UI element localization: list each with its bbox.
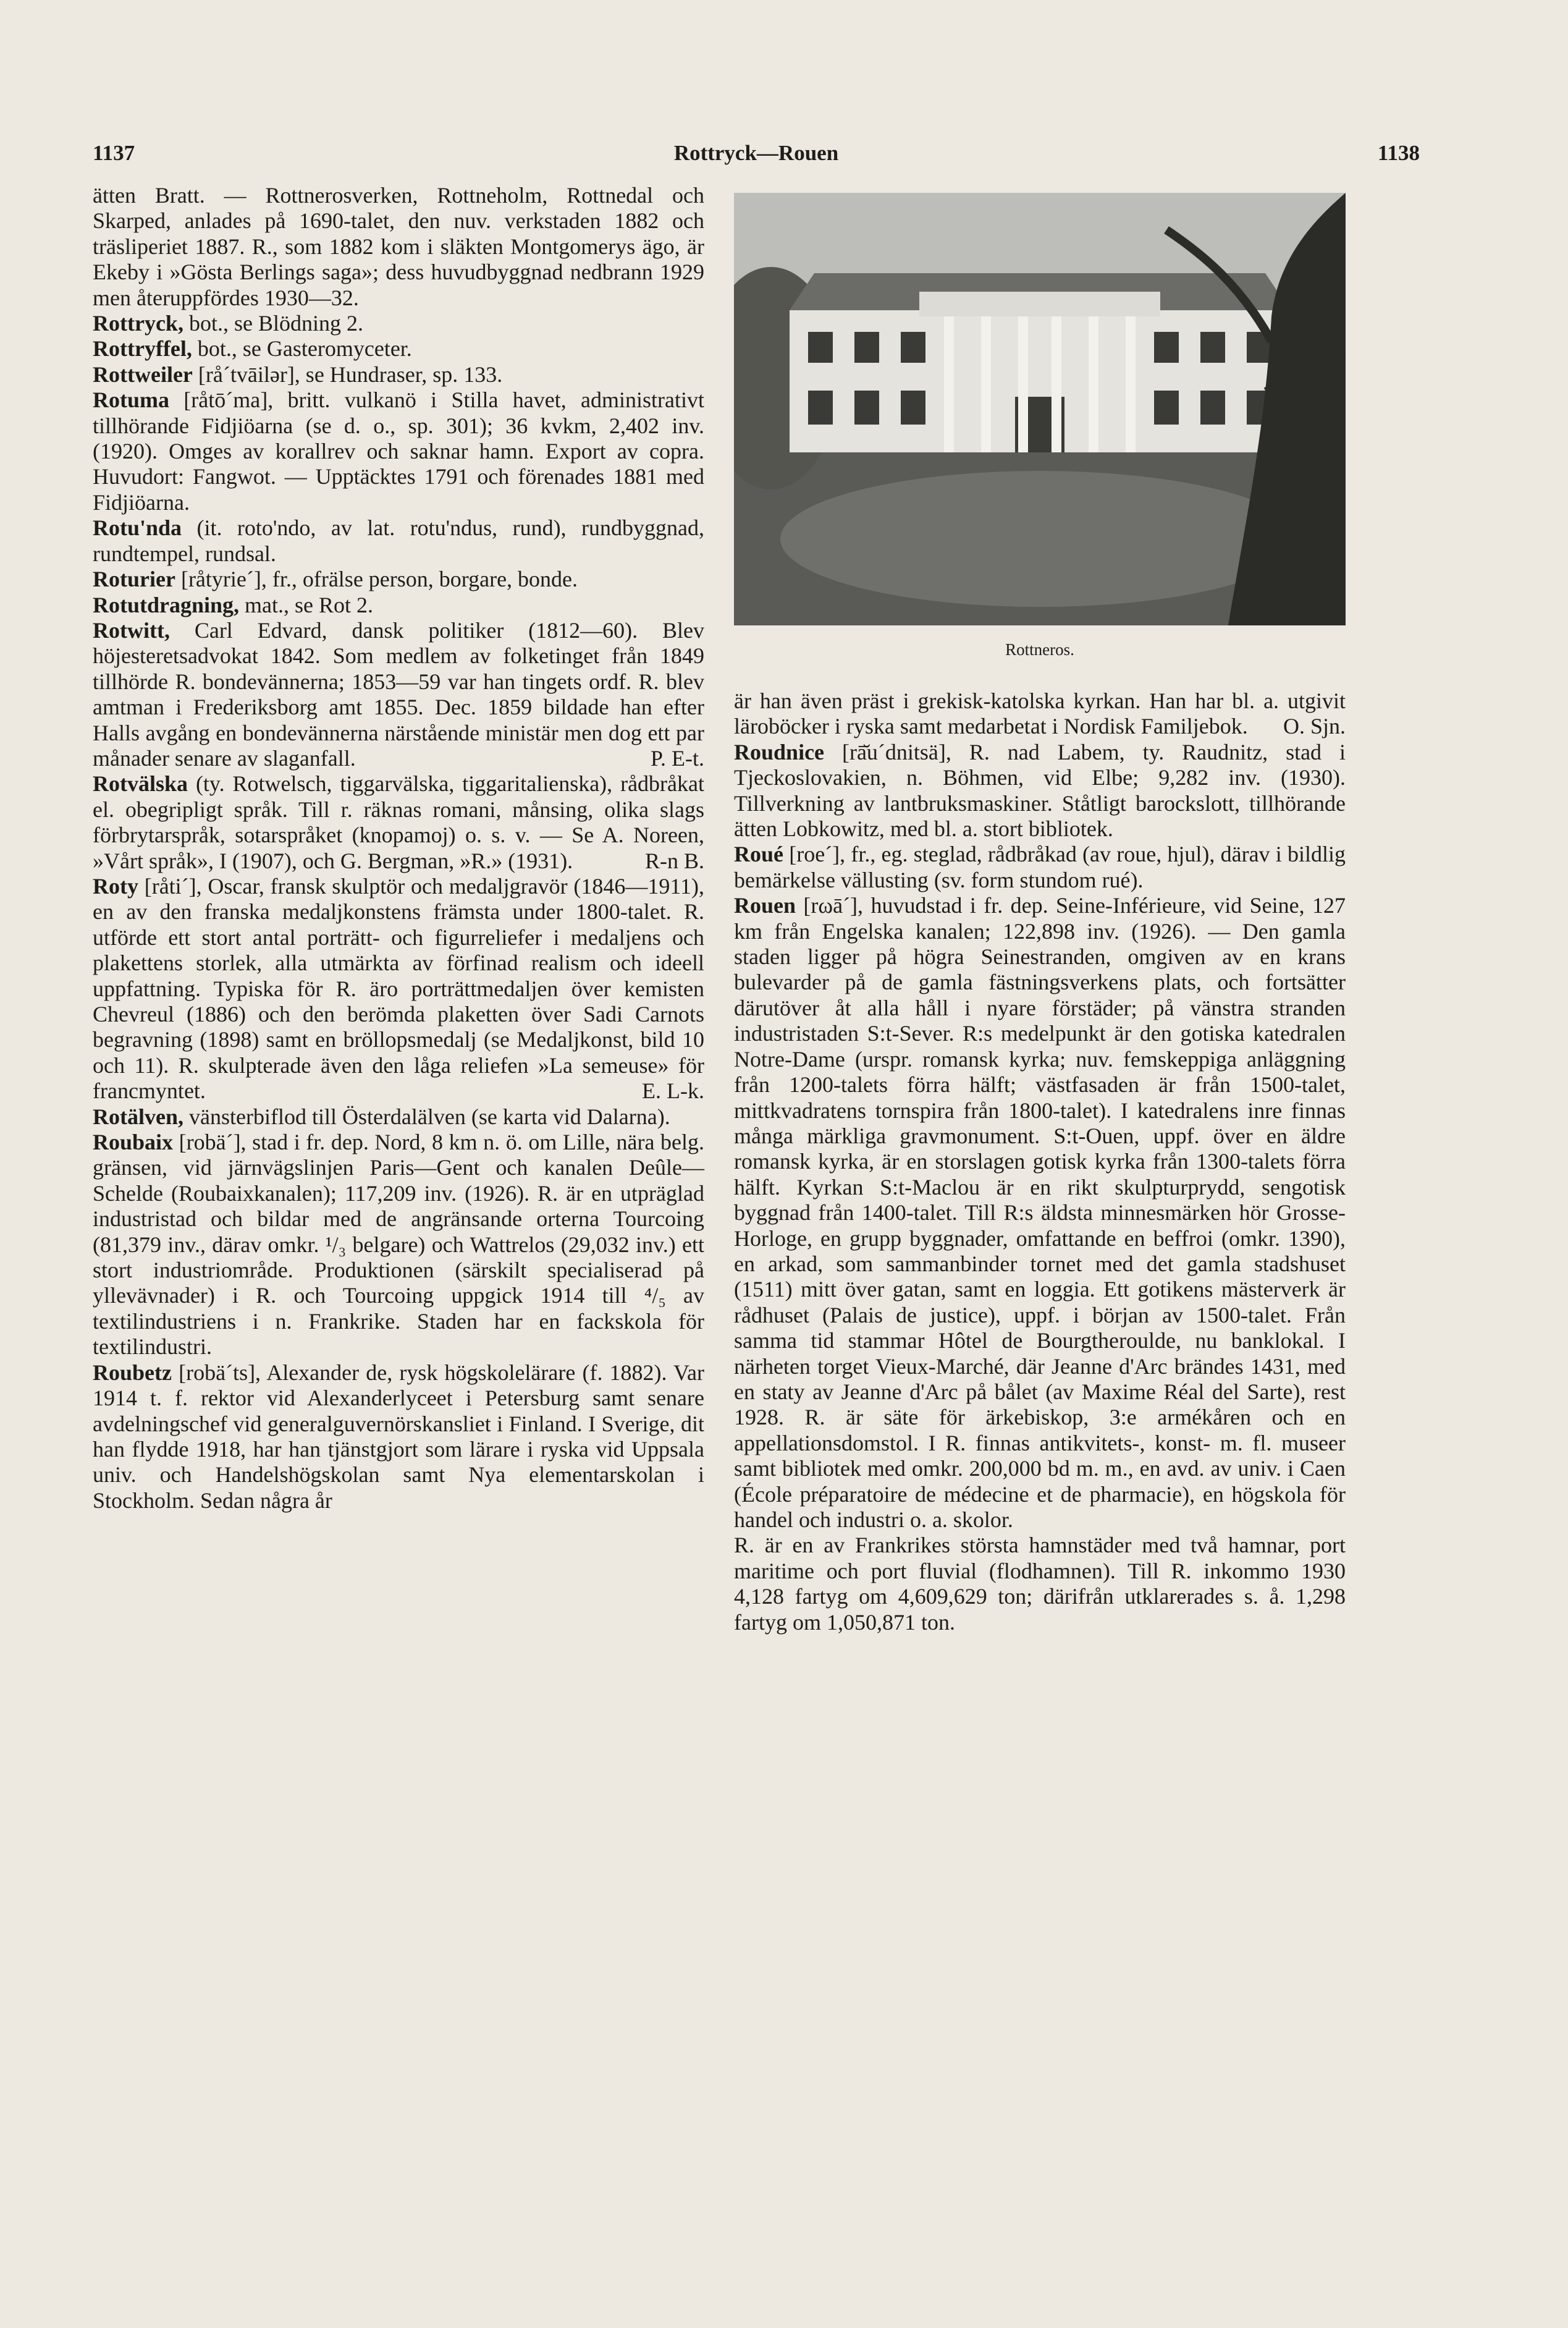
article-entry xyxy=(93,183,704,311)
entry-headword: Rotwitt, xyxy=(93,617,170,643)
article-entry xyxy=(734,893,1346,1533)
entry-text: vänsterbiflod till Österdalälven (se karta vid Dalarna). xyxy=(183,1104,670,1129)
entry-headword: Roty xyxy=(93,873,138,899)
author-signature: R-n B. xyxy=(644,848,704,873)
entry-text: [robä´], stad i fr. dep. Nord, 8 km n. ö. om Lille, nära belg. gränsen, vid järnvägslinjen Paris—Gent och kanalen Deûle—Schelde (Roubaixkanalen); 117,209 inv. (1926). R. är en utpräglad industristad och bildar med de angränsande orterna Tourcoing (81,379 inv., därav omkr. ¹/₃ belgare) och Wattrelos (29,032 inv.) ett stort industriområde. Produktionen (särskilt specialiserad på yllevävnader) i R. och Tourcoing uppgick 1914 till ⁴/₅ av textilindustriens i n. Frankrike. Staden har en fackskola för textilindustri. xyxy=(93,1130,704,1360)
article-entry xyxy=(93,771,704,874)
article-entry xyxy=(734,688,1346,740)
entry-text: [roe´], fr., eg. steglad, rådbråkad (av roue, hjul), därav i bildlig bemärkelse vällusting (sv. form stundom rué). xyxy=(734,842,1346,892)
entry-text: [rωā´], huvudstad i fr. dep. Seine-Inférieure, vid Seine, 127 km från Engelska kanalen; 122,898 inv. (1926). — Den gamla staden ligger på högra Seinestranden, omgiven av en krans bulevarder på de gamla fästningsverkens plats, och fortsätter därutöver åt alla håll i nyare förstäder; på vänstra stranden industristaden S:t-Sever. R:s medelpunkt är den gotiska katedralen Notre-Dame (urspr. romansk kyrka; nuv. femskeppiga anläggning från 1200-talets förra hälft; västfasaden är från 1500-talet, mittkvadratens tornspira från 1800-talet). I katedralens inre finnas många märkliga gravmonument. S:t-Ouen, uppf. över en äldre romansk kyrka, är en storslagen gotisk kyrka från 1300-talets förra hälft. Kyrkan S:t-Maclou är en rikt skulpturprydd, sengotisk byggnad från 1400-talet. Till R:s äldsta minnesmärken hör Grosse-Horloge, en grupp byggnader, omfattande en beffroi (omkr. 1390), en arkad, som sammanbinder tornet med det gamla stadshuset (1511) mitt över gatan, samt en loggia. Ett gotikens mästerverk är rådhuset (Palais de justice), uppf. i början av 1500-talet. Från samma tid stammar Hôtel de Bourgtheroulde, nu banklokal. I närheten torget Vieux-Marché, där Jeanne d'Arc brändes 1431, med en staty av Jeanne d'Arc på bålet (av Maxime Réal del Sarte), rest 1928. R. är säte för ärkebiskop, 3:e armékåren och en appellationsdomstol. I R. finnas antikvitets-, konst- m. fl. museer samt bibliotek med omkr. 200,000 bd m. m., en avd. av univ. i Caen (École préparatoire de médecine et de pharmacie), en högskola för handel och industri o. a. skolor. xyxy=(734,893,1346,1532)
article-entry xyxy=(93,593,704,618)
entry-headword: Rouen xyxy=(734,893,796,918)
article-entry xyxy=(93,1360,704,1513)
entry-text: mat., se Rot 2. xyxy=(239,592,374,617)
article-entry xyxy=(93,311,704,336)
article-entry xyxy=(93,618,704,771)
page-header xyxy=(93,141,1420,178)
entry-headword: Rottryffel, xyxy=(93,336,192,362)
manor-house-illustration xyxy=(734,193,1346,625)
entry-headword: Roué xyxy=(734,842,783,867)
entry-text: [rā̆u´dnitsä], R. nad Labem, ty. Raudnitz, stad i Tjeckoslovakien, n. Böhmen, vid Elbe; 9,282 inv. (1930). Tillverkning av lantbruksmaskiner. Ståtligt barockslott, tillhörande ätten Lobkowitz, med bl. a. stort bibliotek. xyxy=(734,739,1346,842)
article-entry xyxy=(93,874,704,1104)
article-entry xyxy=(93,1130,704,1360)
right-page-number: 1138 xyxy=(1377,141,1420,165)
author-signature: O. Sjn. xyxy=(1283,714,1346,739)
left-text-column xyxy=(93,183,704,1513)
entry-headword: Rottryck, xyxy=(93,311,183,336)
entry-headword: Roturier xyxy=(93,567,175,592)
entry-text: Carl Edvard, dansk politiker (1812—60). Blev höjesteretsadvokat 1842. Som medlem av folketinget från 1849 tillhörde R. bondevännerna; 1853—59 var han tingets ordf. R. blev amtman i Frederiksborg amt 1855. Dec. 1859 bildade han efter Halls avgång en bondevännerna närstående ministär men dog ett par månader senare av slaganfall. xyxy=(93,617,704,771)
entry-text: bot., se Blödning 2. xyxy=(183,311,363,336)
entry-text: [rå´tvāilər], se Hundraser, sp. 133. xyxy=(192,362,503,387)
entry-text: [råtyrie´], fr., ofrälse person, borgare, bonde. xyxy=(175,567,578,592)
article-entry xyxy=(93,567,704,592)
entry-text: [robä´ts], Alexander de, rysk högskolelärare (f. 1882). Var 1914 t. f. rektor vid Alexanderlyceet i Petersburg samt senare avdelningschef vid generalguvernörskansliet i Finland. I Sverige, dit han flydde 1918, har han tjänstgjort som lärare i ryska vid Uppsala univ. och Handelshögskolan samt Nya elementarskolan i Stockholm. Sedan några år xyxy=(93,1360,704,1513)
entry-headword: Rotälven, xyxy=(93,1104,183,1129)
entry-headword: Rotutdragning, xyxy=(93,592,240,617)
rottneros-figure xyxy=(734,193,1346,669)
left-page-number: 1137 xyxy=(93,141,135,165)
entry-text: ätten Bratt. — Rottnerosverken, Rottneholm, Rottnedal och Skarped, anlades på 1690-talet, den nuv. verkstaden 1882 och träsliperiet 1887. R., som 1882 kom i släkten Montgomerys ägo, är Ekeby i »Gösta Berlings saga»; dess huvudbyggnad nedbrann 1929 men återuppfördes 1930—32. xyxy=(93,183,704,310)
entry-text: R. är en av Frankrikes största hamnstäder med två hamnar, port maritime och port fluvial (flodhamnen). Till R. inkommo 1930 4,128 fartyg om 4,609,629 ton; därifrån utklarerades s. å. 1,298 fartyg om 1,050,871 ton. xyxy=(734,1533,1346,1635)
entry-headword: Roubaix xyxy=(93,1130,174,1155)
entry-text: [råtō´ma], britt. vulkanö i Stilla havet, administrativt tillhörande Fidjiöarna (se d. o., sp. 301); 36 kvkm, 2,402 inv. (1920). Omges av korallrev och saknar hamn. Export av copra. Huvudort: Fangwot. — Upptäcktes 1791 och förenades 1881 med Fidjiöarna. xyxy=(93,387,704,515)
article-entry xyxy=(93,336,704,362)
entry-headword: Rotuma xyxy=(93,387,169,413)
entry-text: är han även präst i grekisk-katolska kyrkan. Han har bl. a. utgivit läroböcker i ryska samt medarbetat i Nordisk Familjebok. xyxy=(734,688,1346,739)
entry-text: bot., se Gasteromyceter. xyxy=(192,336,412,362)
figure-caption: Rottneros. xyxy=(1005,640,1074,659)
right-text-column xyxy=(734,688,1346,1635)
entry-headword: Rottweiler xyxy=(93,362,193,387)
article-entry xyxy=(93,387,704,515)
entry-text: (ty. Rotwelsch, tiggarvälska, tiggaritalienska), rådbråkat el. obegripligt språk. Till r. räknas romani, månsing, olika slags förbrytarspråk, sotarspråket (knopamoj) o. s. v. — Se A. Noreen, »Vårt språk», I (1907), och G. Bergman, »R.» (1931). xyxy=(93,771,704,873)
entry-headword: Roudnice xyxy=(734,739,825,764)
entry-text: [råti´], Oscar, fransk skulptör och medaljgravör (1846—1911), en av den franska medaljkonstens främsta under 1800-talet. R. utförde ett stort antal porträtt- och figurreliefer i medaljens och plakettens storlek, alla utmärkta av förfinad realism och ideell uppfattning. Typiska för R. äro porträttmedaljen över kemisten Chevreul (1886) och den berömda plaketten över Sadi Carnots begravning (1898) samt en bröllopsmedalj (se Medaljkonst, bild 10 och 11). R. skulpterade även den låga reliefen »La semeuse» för francmyntet. xyxy=(93,873,704,1104)
author-signature: E. L-k. xyxy=(642,1078,704,1104)
article-entry xyxy=(93,515,704,567)
article-entry xyxy=(93,1104,704,1130)
article-entry xyxy=(734,1533,1346,1635)
article-entry xyxy=(734,842,1346,893)
rottneros-photo xyxy=(734,193,1346,625)
entry-headword: Rotvälska xyxy=(93,771,188,797)
author-signature: P. E-t. xyxy=(650,745,704,771)
entry-headword: Roubetz xyxy=(93,1360,172,1385)
article-entry xyxy=(93,362,704,387)
article-entry xyxy=(734,740,1346,842)
running-title: Rottryck—Rouen xyxy=(673,141,839,165)
entry-headword: Rotu'nda xyxy=(93,515,182,541)
entry-text: (it. roto'ndo, av lat. rotu'ndus, rund), rundbyggnad, rundtempel, rundsal. xyxy=(93,515,704,566)
